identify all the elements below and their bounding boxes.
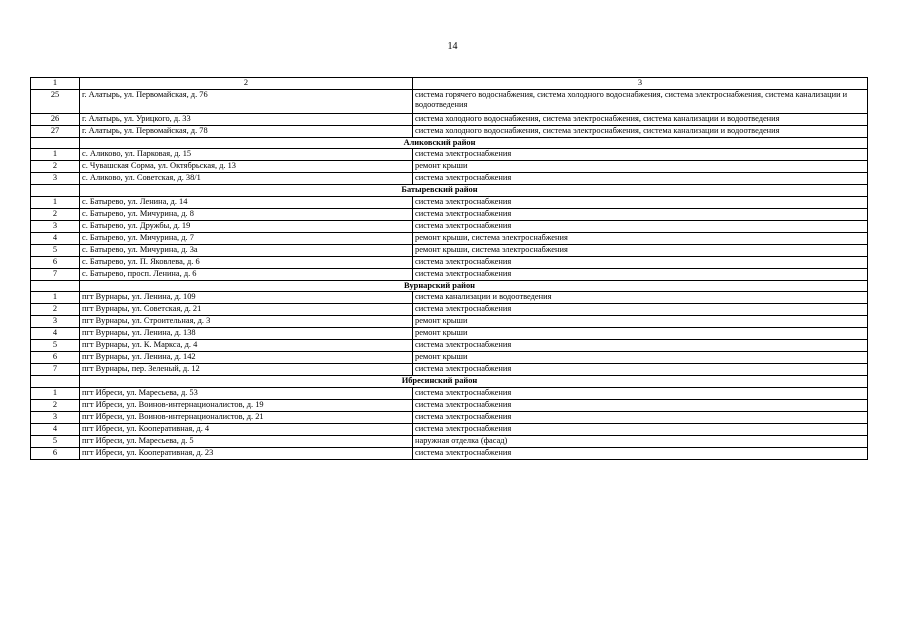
table-header-row	[31, 78, 868, 90]
table-row	[31, 113, 868, 125]
row-work-type: наружная отделка (фасад)	[413, 435, 868, 447]
row-address: пгт Вурнары, пер. Зеленый, д. 12	[80, 364, 413, 376]
row-number: 5	[31, 340, 80, 352]
row-address: с. Батырево, ул. П. Яковлева, д. 6	[80, 256, 413, 268]
page-number: 14	[447, 41, 458, 52]
header-col-3: 3	[413, 78, 868, 90]
row-work-type: система электроснабжения	[413, 364, 868, 376]
table-row	[31, 411, 868, 423]
row-number: 5	[31, 244, 80, 256]
row-address: с. Батырево, ул. Мичурина, д. 7	[80, 232, 413, 244]
row-address: пгт Ибреси, ул. Маресьева, д. 53	[80, 387, 413, 399]
table-row	[31, 340, 868, 352]
row-work-type: система электроснабжения	[413, 411, 868, 423]
row-number: 6	[31, 352, 80, 364]
section-title: Вурнарский район	[80, 280, 868, 292]
row-number: 2	[31, 304, 80, 316]
row-number: 3	[31, 411, 80, 423]
row-work-type: система электроснабжения	[413, 304, 868, 316]
table-row	[31, 399, 868, 411]
row-work-type: система электроснабжения	[413, 387, 868, 399]
table-row	[31, 232, 868, 244]
row-work-type: ремонт крыши	[413, 316, 868, 328]
row-work-type: система электроснабжения	[413, 423, 868, 435]
section-spacer	[31, 137, 80, 149]
row-address: с. Батырево, ул. Мичурина, д. 8	[80, 208, 413, 220]
section-header-row	[31, 280, 868, 292]
row-number: 2	[31, 208, 80, 220]
row-number: 2	[31, 161, 80, 173]
row-address: с. Батырево, ул. Дружбы, д. 19	[80, 220, 413, 232]
table-row	[31, 149, 868, 161]
row-number: 4	[31, 328, 80, 340]
row-number: 3	[31, 316, 80, 328]
section-spacer	[31, 376, 80, 388]
row-number: 3	[31, 173, 80, 185]
row-address: пгт Вурнары, ул. Ленина, д. 138	[80, 328, 413, 340]
row-number: 7	[31, 364, 80, 376]
header-col-2: 2	[80, 78, 413, 90]
row-address: пгт Ибреси, ул. Маресьева, д. 5	[80, 435, 413, 447]
table-row	[31, 220, 868, 232]
table-row	[31, 125, 868, 137]
row-work-type: система электроснабжения	[413, 268, 868, 280]
row-number: 4	[31, 423, 80, 435]
section-header-row	[31, 376, 868, 388]
row-number: 1	[31, 196, 80, 208]
row-work-type: система электроснабжения	[413, 196, 868, 208]
table-row	[31, 244, 868, 256]
table-row	[31, 208, 868, 220]
table-row	[31, 173, 868, 185]
table-row	[31, 89, 868, 113]
table-row	[31, 435, 868, 447]
row-work-type: система горячего водоснабжения, система холодного водоснабжения, система электроснабжения, система канализации и водоотведения	[413, 89, 868, 113]
table-row	[31, 447, 868, 459]
header-col-1: 1	[31, 78, 80, 90]
row-address: пгт Вурнары, ул. К. Маркса, д. 4	[80, 340, 413, 352]
row-work-type: система электроснабжения	[413, 220, 868, 232]
table-row	[31, 196, 868, 208]
row-number: 3	[31, 220, 80, 232]
row-work-type: система электроснабжения	[413, 208, 868, 220]
table-row	[31, 292, 868, 304]
row-address: пгт Ибреси, ул. Кооперативная, д. 23	[80, 447, 413, 459]
row-work-type: система холодного водоснабжения, система электроснабжения, система канализации и водоотведения	[413, 113, 868, 125]
table-row	[31, 387, 868, 399]
section-title: Батыревский район	[80, 185, 868, 197]
row-work-type: система электроснабжения	[413, 173, 868, 185]
row-number: 7	[31, 268, 80, 280]
section-spacer	[31, 185, 80, 197]
row-address: г. Алатырь, ул. Первомайская, д. 78	[80, 125, 413, 137]
row-work-type: система электроснабжения	[413, 340, 868, 352]
row-work-type: система электроснабжения	[413, 256, 868, 268]
row-work-type: система электроснабжения	[413, 399, 868, 411]
row-work-type: ремонт крыши	[413, 161, 868, 173]
row-number: 2	[31, 399, 80, 411]
table-body	[31, 89, 868, 459]
row-number: 1	[31, 149, 80, 161]
row-work-type: ремонт крыши, система электроснабжения	[413, 244, 868, 256]
row-number: 1	[31, 292, 80, 304]
row-address: с. Батырево, ул. Ленина, д. 14	[80, 196, 413, 208]
table-row	[31, 364, 868, 376]
row-address: с. Батырево, ул. Мичурина, д. 3а	[80, 244, 413, 256]
row-address: пгт Вурнары, ул. Строительная, д. 3	[80, 316, 413, 328]
table-row	[31, 268, 868, 280]
row-number: 5	[31, 435, 80, 447]
table-row	[31, 352, 868, 364]
row-address: пгт Ибреси, ул. Воинов-интернационалистов, д. 19	[80, 399, 413, 411]
row-number: 4	[31, 232, 80, 244]
section-title: Ибресинский район	[80, 376, 868, 388]
section-header-row	[31, 185, 868, 197]
row-number: 26	[31, 113, 80, 125]
table-row	[31, 423, 868, 435]
section-header-row	[31, 137, 868, 149]
row-address: с. Аликово, ул. Парковая, д. 15	[80, 149, 413, 161]
row-number: 6	[31, 447, 80, 459]
row-number: 27	[31, 125, 80, 137]
row-number: 1	[31, 387, 80, 399]
row-work-type: система электроснабжения	[413, 447, 868, 459]
row-number: 25	[31, 89, 80, 113]
row-address: с. Чувашская Сорма, ул. Октябрьская, д. 13	[80, 161, 413, 173]
row-address: с. Аликово, ул. Советская, д. 38/1	[80, 173, 413, 185]
table-row	[31, 256, 868, 268]
table-row	[31, 328, 868, 340]
row-address: пгт Вурнары, ул. Ленина, д. 142	[80, 352, 413, 364]
section-spacer	[31, 280, 80, 292]
row-address: пгт Ибреси, ул. Кооперативная, д. 4	[80, 423, 413, 435]
table-row	[31, 161, 868, 173]
row-address: пгт Вурнары, ул. Советская, д. 21	[80, 304, 413, 316]
row-address: с. Батырево, просп. Ленина, д. 6	[80, 268, 413, 280]
repair-table	[30, 77, 868, 460]
row-number: 6	[31, 256, 80, 268]
row-work-type: ремонт крыши, система электроснабжения	[413, 232, 868, 244]
row-address: пгт Вурнары, ул. Ленина, д. 109	[80, 292, 413, 304]
row-work-type: система холодного водоснабжения, система электроснабжения, система канализации и водоотведения	[413, 125, 868, 137]
row-work-type: ремонт крыши	[413, 328, 868, 340]
table-row	[31, 316, 868, 328]
row-work-type: система канализации и водоотведения	[413, 292, 868, 304]
row-address: пгт Ибреси, ул. Воинов-интернационалистов, д. 21	[80, 411, 413, 423]
table-row	[31, 304, 868, 316]
row-work-type: ремонт крыши	[413, 352, 868, 364]
row-work-type: система электроснабжения	[413, 149, 868, 161]
section-title: Аликовский район	[80, 137, 868, 149]
row-address: г. Алатырь, ул. Урицкого, д. 33	[80, 113, 413, 125]
row-address: г. Алатырь, ул. Первомайская, д. 76	[80, 89, 413, 113]
